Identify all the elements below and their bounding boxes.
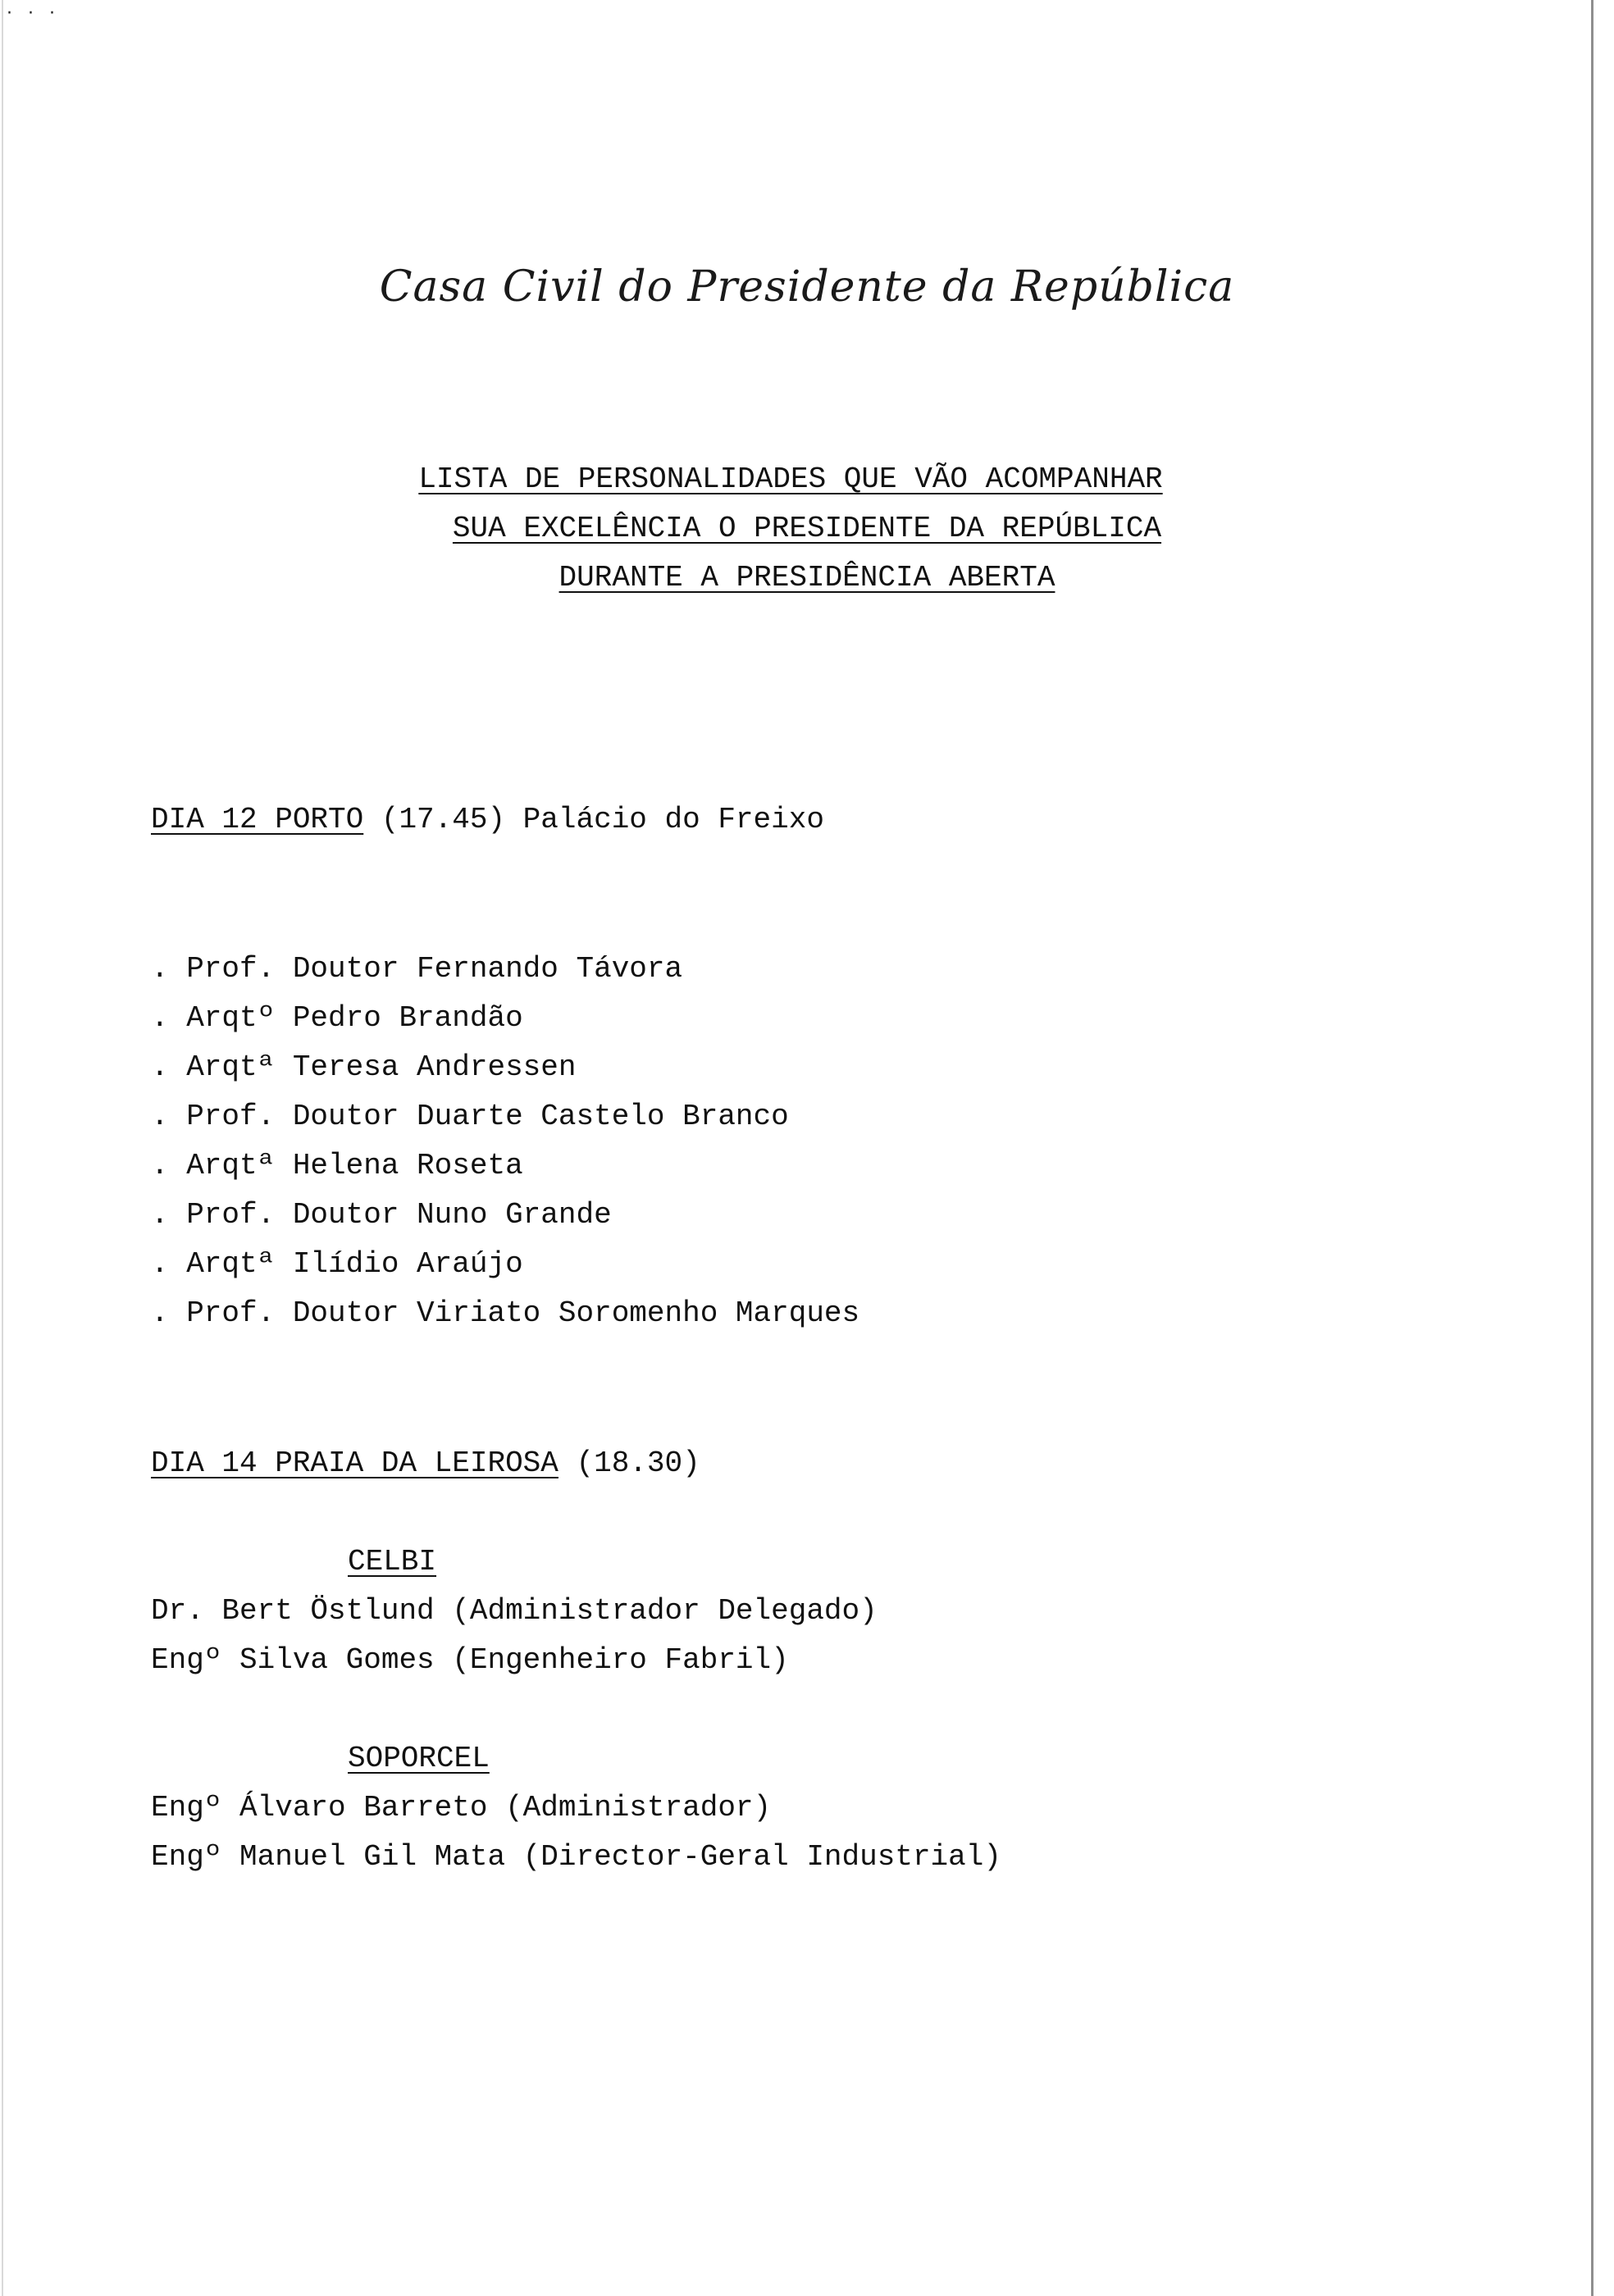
list-item: . Arqtª Ilídio Araújo [151,1247,523,1281]
list-item: . Prof. Doutor Duarte Castelo Branco [151,1100,789,1133]
day12-heading-rest: (17.45) Palácio do Freixo [363,803,824,836]
letterhead: Casa Civil do Presidente da República [379,262,1235,312]
day12-heading [151,795,824,845]
company-celbi: CELBI [348,1545,437,1578]
document-title [0,455,1614,603]
company-soporcel: SOPORCEL [348,1742,490,1775]
title-line-2: SUA EXCELÊNCIA O PRESIDENTE DA REPÚBLICA [452,512,1162,545]
scan-left-edge [2,0,3,2296]
list-item: . Arqtª Teresa Andressen [151,1050,577,1084]
day14-heading-underlined: DIA 14 PRAIA DA LEIROSA [151,1446,559,1480]
title-line-3: DURANTE A PRESIDÊNCIA ABERTA [559,561,1055,594]
list-item: . Prof. Doutor Nuno Grande [151,1198,612,1232]
day12-heading-underlined: DIA 12 PORTO [151,803,364,836]
scan-margin-marks: · · · [7,3,60,24]
list-item: . Prof. Doutor Fernando Távora [151,952,683,986]
title-line-1: LISTA DE PERSONALIDADES QUE VÃO ACOMPANHAR [418,462,1163,496]
day14-heading-rest: (18.30) [558,1446,700,1480]
list-item: . Arqtª Helena Roseta [151,1149,523,1182]
day14-heading [151,1439,700,1488]
day12-people-list [151,945,859,1338]
celbi-person-2: Engº Silva Gomes (Engenheiro Fabril) [151,1643,789,1677]
soporcel-person-2: Engº Manuel Gil Mata (Director-Geral Industrial) [151,1840,1001,1874]
celbi-person-1: Dr. Bert Östlund (Administrador Delegado) [151,1594,878,1628]
list-item: . Prof. Doutor Viriato Soromenho Marques [151,1296,860,1330]
soporcel-person-1: Engº Álvaro Barreto (Administrador) [151,1791,772,1824]
scan-right-edge [1591,0,1593,2296]
list-item: . Arqtº Pedro Brandão [151,1001,523,1035]
